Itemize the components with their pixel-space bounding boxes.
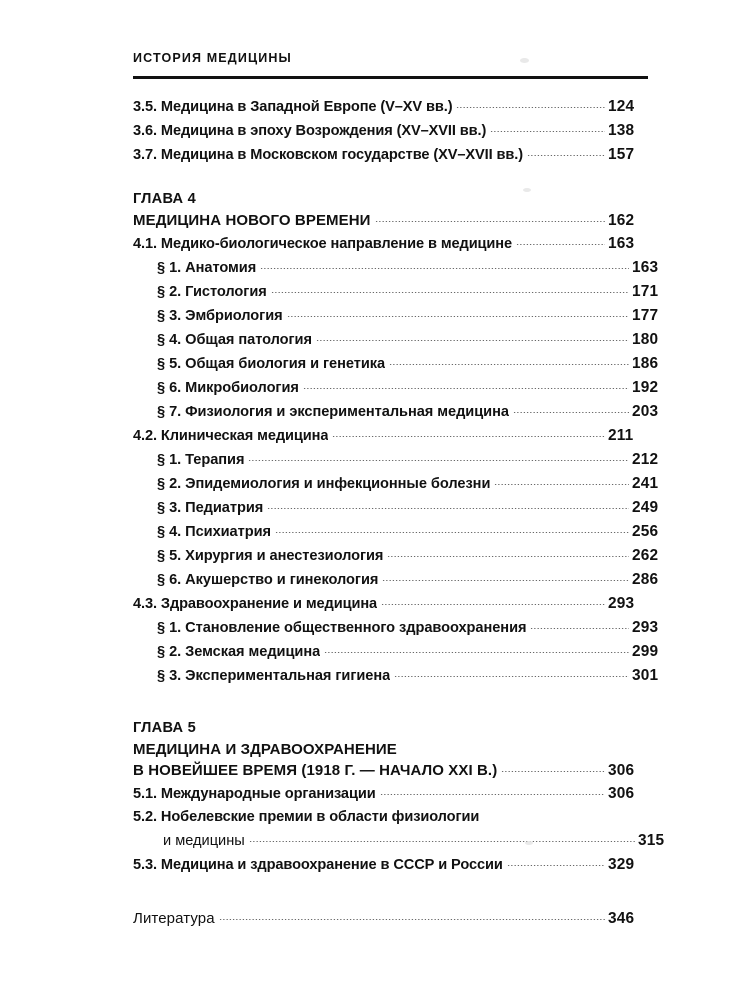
toc-entry-label: § 3. Экспериментальная гигиена bbox=[157, 668, 391, 684]
toc-entry-label: 3.5. Медицина в Западной Европе (V–XV вв.) bbox=[133, 99, 453, 115]
toc-entry-wrapped-head[interactable] bbox=[133, 806, 648, 829]
toc-group-chapter5-sections bbox=[133, 782, 665, 877]
toc-entry-label: § 3. Эмбриология bbox=[157, 308, 283, 324]
dot-leader bbox=[332, 436, 605, 437]
dot-leader bbox=[324, 652, 629, 653]
toc-entry-label: § 6. Микробиология bbox=[157, 380, 299, 396]
toc-entry[interactable] bbox=[133, 853, 648, 877]
dot-leader bbox=[380, 794, 605, 795]
toc-entry-literature[interactable] bbox=[133, 907, 648, 930]
chapter-5-kicker: ГЛАВА 5 bbox=[133, 720, 196, 736]
dot-leader bbox=[490, 131, 605, 132]
dot-leader bbox=[513, 412, 629, 413]
toc-entry[interactable] bbox=[157, 616, 672, 640]
toc-entry-label: § 4. Психиатрия bbox=[157, 524, 271, 540]
chapter-4-kicker: ГЛАВА 4 bbox=[133, 191, 196, 207]
dot-leader bbox=[494, 484, 629, 485]
dot-leader bbox=[530, 628, 629, 629]
chapter-4-title: МЕДИЦИНА НОВОГО ВРЕМЕНИ bbox=[133, 212, 371, 229]
dot-leader bbox=[389, 364, 629, 365]
dot-leader bbox=[248, 460, 629, 461]
table-of-contents bbox=[133, 95, 665, 930]
toc-entry-page: 212 bbox=[632, 451, 659, 468]
toc-entry-label: 5.1. Международные организации bbox=[133, 786, 376, 802]
toc-entry-label: 5.2. Нобелевские премии в области физиологии bbox=[133, 809, 480, 825]
toc-entry[interactable] bbox=[157, 472, 672, 496]
toc-entry-page: 138 bbox=[608, 122, 635, 139]
toc-chapter-5 bbox=[133, 718, 648, 781]
dot-leader bbox=[501, 771, 605, 772]
dot-leader bbox=[527, 155, 605, 156]
dot-leader bbox=[287, 316, 629, 317]
toc-entry[interactable] bbox=[157, 400, 672, 424]
dot-leader bbox=[249, 841, 635, 842]
toc-entry-label: § 5. Хирургия и анестезиология bbox=[157, 548, 384, 564]
toc-entry-label: 4.2. Клиническая медицина bbox=[133, 428, 329, 444]
dot-leader bbox=[516, 244, 605, 245]
dot-leader bbox=[394, 676, 629, 677]
toc-entry-page: 346 bbox=[608, 910, 635, 927]
toc-entry-label: § 1. Становление общественного здравоохранения bbox=[157, 620, 527, 636]
dot-leader bbox=[507, 865, 605, 866]
toc-entry-label: Литература bbox=[133, 910, 215, 927]
dot-leader bbox=[260, 268, 629, 269]
dot-leader bbox=[271, 292, 629, 293]
toc-entry[interactable] bbox=[157, 376, 672, 400]
chapter-5-title-entry[interactable] bbox=[133, 760, 648, 781]
toc-chapter-4 bbox=[133, 189, 648, 231]
toc-entry-label: § 2. Эпидемиология и инфекционные болезни bbox=[157, 476, 491, 492]
toc-entry-label: § 7. Физиология и экспериментальная медицина bbox=[157, 404, 509, 420]
toc-entry-label: § 1. Терапия bbox=[157, 452, 245, 468]
toc-entry-page: 163 bbox=[632, 259, 659, 276]
toc-entry[interactable] bbox=[133, 782, 648, 806]
toc-entry-label: 3.7. Медицина в Московском государстве (XV–XVII вв.) bbox=[133, 147, 524, 163]
toc-entry[interactable] bbox=[157, 304, 672, 328]
toc-entry-page: 203 bbox=[632, 403, 659, 420]
toc-entry-page: 211 bbox=[608, 427, 634, 444]
toc-entry-page: 177 bbox=[632, 307, 659, 324]
toc-group-section-4-3 bbox=[133, 592, 659, 688]
toc-entry[interactable] bbox=[133, 232, 648, 256]
toc-entry-page: 293 bbox=[608, 595, 635, 612]
dot-leader bbox=[382, 580, 629, 581]
toc-entry-label: 3.6. Медицина в эпоху Возрождения (XV–XVII вв.) bbox=[133, 123, 487, 139]
toc-entry-page: 306 bbox=[608, 785, 635, 802]
toc-entry[interactable] bbox=[157, 568, 672, 592]
toc-entry-label: § 5. Общая биология и генетика bbox=[157, 356, 386, 372]
toc-entry-page: 256 bbox=[632, 523, 659, 540]
chapter-4-title-entry[interactable] bbox=[133, 210, 648, 231]
toc-entry[interactable] bbox=[157, 280, 672, 304]
toc-entry-label: 4.3. Здравоохранение и медицина bbox=[133, 596, 378, 612]
dot-leader bbox=[381, 604, 605, 605]
chapter-5-title-line-2: В НОВЕЙШЕЕ ВРЕМЯ (1918 Г. — НАЧАЛО XXI В.) bbox=[133, 762, 498, 779]
toc-entry[interactable] bbox=[157, 328, 672, 352]
toc-entry-label: § 1. Анатомия bbox=[157, 260, 257, 276]
toc-entry[interactable] bbox=[133, 143, 648, 167]
toc-entry-label: § 3. Педиатрия bbox=[157, 500, 264, 516]
dot-leader bbox=[219, 919, 605, 920]
toc-entry[interactable] bbox=[157, 352, 672, 376]
dot-leader bbox=[456, 107, 605, 108]
toc-entry[interactable] bbox=[157, 544, 672, 568]
toc-entry-page: 171 bbox=[632, 283, 659, 300]
dot-leader bbox=[275, 532, 629, 533]
toc-entry-page: 299 bbox=[632, 643, 659, 660]
toc-entry[interactable] bbox=[133, 95, 648, 119]
toc-entry-page: 293 bbox=[632, 619, 659, 636]
toc-entry-page: 249 bbox=[632, 499, 659, 516]
toc-entry[interactable] bbox=[157, 256, 672, 280]
dot-leader bbox=[303, 388, 629, 389]
toc-entry-page: 315 bbox=[638, 832, 665, 849]
toc-entry-page: 186 bbox=[632, 355, 659, 372]
toc-entry-page: 301 bbox=[632, 667, 659, 684]
toc-entry-label: § 2. Земская медицина bbox=[157, 644, 321, 660]
running-head-title: ИСТОРИЯ МЕДИЦИНЫ bbox=[133, 51, 292, 65]
toc-entry-page: 124 bbox=[608, 98, 635, 115]
toc-entry[interactable] bbox=[157, 496, 672, 520]
toc-entry-page: 157 bbox=[608, 146, 635, 163]
toc-entry-page: 192 bbox=[632, 379, 659, 396]
running-head bbox=[133, 50, 648, 66]
toc-entry-label: § 2. Гистология bbox=[157, 284, 267, 300]
chapter-5-page: 306 bbox=[608, 762, 635, 779]
dot-leader bbox=[316, 340, 629, 341]
dot-leader bbox=[375, 221, 605, 222]
toc-entry-label: 4.1. Медико-биологическое направление в медицине bbox=[133, 236, 513, 252]
toc-entry-label: § 4. Общая патология bbox=[157, 332, 312, 348]
toc-entry-page: 163 bbox=[608, 235, 635, 252]
toc-entry-wrapped-tail[interactable] bbox=[163, 829, 678, 853]
toc-entry-page: 262 bbox=[632, 547, 659, 564]
toc-entry-label-continuation: и медицины bbox=[163, 833, 245, 849]
toc-group-section-4-2 bbox=[133, 424, 659, 592]
toc-entry-label: § 6. Акушерство и гинекология bbox=[157, 572, 379, 588]
toc-group-chapter3-tail bbox=[133, 95, 648, 167]
toc-entry-page: 329 bbox=[608, 856, 635, 873]
chapter-5-title-line-1: МЕДИЦИНА И ЗДРАВООХРАНЕНИЕ bbox=[133, 741, 397, 758]
dot-leader bbox=[387, 556, 629, 557]
header-rule bbox=[133, 76, 648, 79]
chapter-4-page: 162 bbox=[608, 212, 635, 229]
dot-leader bbox=[267, 508, 629, 509]
toc-entry[interactable] bbox=[157, 520, 672, 544]
toc-group-back-matter bbox=[133, 907, 648, 930]
toc-group-section-4-1 bbox=[133, 232, 659, 424]
toc-entry[interactable] bbox=[133, 119, 648, 143]
toc-entry[interactable] bbox=[133, 424, 648, 448]
toc-entry[interactable] bbox=[157, 664, 672, 688]
toc-entry-label: 5.3. Медицина и здравоохранение в СССР и России bbox=[133, 857, 503, 873]
toc-entry-page: 241 bbox=[632, 475, 659, 492]
toc-entry-page: 286 bbox=[632, 571, 659, 588]
toc-entry-page: 180 bbox=[632, 331, 659, 348]
toc-entry[interactable] bbox=[133, 592, 648, 616]
toc-entry[interactable] bbox=[157, 448, 672, 472]
toc-entry[interactable] bbox=[157, 640, 672, 664]
